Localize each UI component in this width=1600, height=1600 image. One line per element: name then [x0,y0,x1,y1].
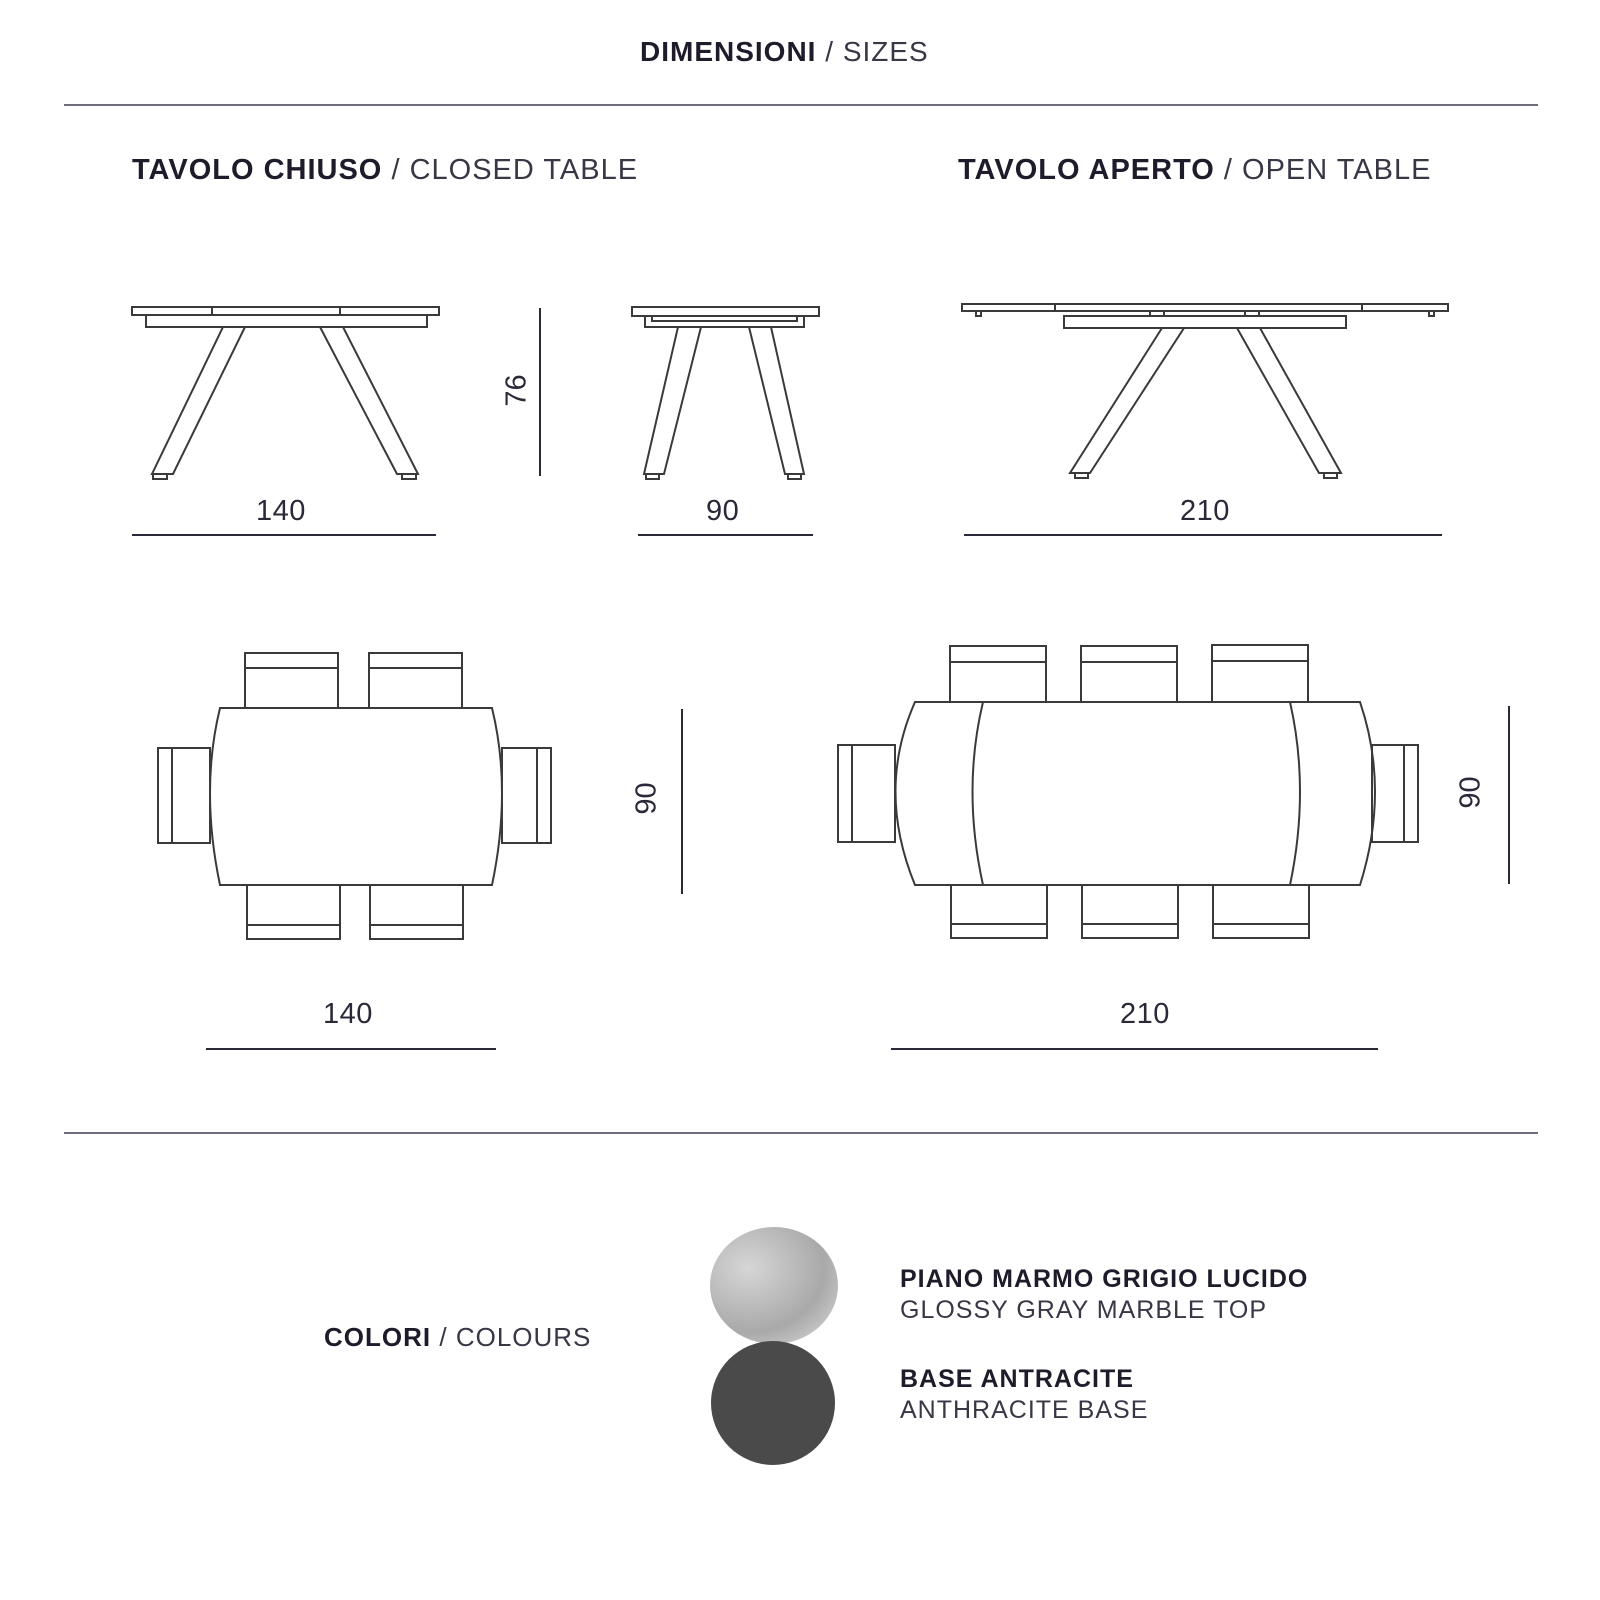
plan-open-length-line [891,1048,1378,1050]
page-title-it: DIMENSIONI [640,36,817,67]
open-plan-chair-bottom-1 [951,885,1047,938]
closed-side-leg-right [749,327,804,474]
open-front-leg-right [1237,328,1341,473]
open-table-heading-it: TAVOLO APERTO [958,154,1215,186]
closed-depth-label: 90 [706,495,740,527]
height-line [539,308,541,476]
plan-open-depth-line [1508,706,1510,884]
open-table-heading-separator: / [1223,154,1233,186]
open-table-heading-en: OPEN TABLE [1242,154,1432,186]
page-title-en: SIZES [842,36,929,67]
plan-closed-length-line [206,1048,496,1050]
colour-item-1 [900,1264,1308,1326]
height-label: 76 [500,374,533,407]
closed-front-leg-right [320,327,418,474]
open-plan-chair-top-2 [1081,646,1177,702]
colour-item-1-en: GLOSSY GRAY MARBLE TOP [900,1296,1268,1324]
colours-heading-separator: / [439,1322,448,1352]
marble-swatch [710,1227,838,1344]
closed-table-heading-separator: / [391,154,401,186]
open-table-front-view [962,304,1448,478]
closed-front-top [132,307,439,315]
page-title-separator: / [825,36,835,67]
open-plan-top [896,702,1376,885]
colour-item-2 [900,1364,1148,1426]
closed-side-leg-left [644,327,701,474]
closed-plan-chair-right [502,748,551,843]
plan-open-depth-label: 90 [1454,776,1487,809]
plan-closed-depth-label: 90 [630,782,663,815]
open-length-label: 210 [1180,495,1230,527]
open-plan-chair-bottom-3 [1213,885,1309,938]
closed-depth-line [638,534,813,536]
closed-plan-chair-bottom-2 [370,885,463,939]
open-plan-chair-right [1372,745,1418,842]
open-plan-chair-bottom-2 [1082,885,1178,938]
colour-item-2-en: ANTHRACITE BASE [900,1396,1149,1424]
open-front-top [962,304,1448,311]
closed-table-side-view [632,307,819,479]
closed-table-heading-it: TAVOLO CHIUSO [132,154,383,186]
closed-plan-chair-top-1 [245,653,338,708]
closed-plan-chair-top-2 [369,653,462,708]
closed-table-front-view [132,307,439,479]
open-plan-extension-right [1290,702,1300,885]
open-plan-chair-left [838,745,895,842]
closed-plan-top [210,708,502,885]
open-plan-chair-top-3 [1212,645,1308,702]
open-front-leg-left [1070,328,1184,473]
open-plan-chair-top-1 [950,646,1046,702]
anthracite-swatch [711,1341,835,1465]
closed-plan-chair-left [158,748,210,843]
closed-length-line [132,534,436,536]
open-plan-extension-left [973,702,984,885]
colours-heading [324,1322,591,1353]
colours-heading-en: COLOURS [455,1322,592,1352]
bottom-divider [64,1132,1538,1134]
closed-table-plan-view [158,653,551,939]
closed-side-top [632,307,819,316]
closed-length-label: 140 [256,495,306,527]
open-front-apron [1064,316,1346,328]
closed-plan-chair-bottom-1 [247,885,340,939]
open-length-line [964,534,1442,536]
plan-closed-length-label: 140 [323,998,373,1030]
open-table-plan-view [838,645,1418,938]
closed-front-leg-left [152,327,245,474]
plan-closed-depth-line [681,709,683,894]
colour-item-2-it: BASE ANTRACITE [900,1365,1134,1393]
colours-heading-it: COLORI [324,1322,432,1352]
closed-table-heading-en: CLOSED TABLE [409,154,639,186]
closed-front-apron [146,315,427,327]
plan-open-length-label: 210 [1120,998,1170,1030]
colour-item-1-it: PIANO MARMO GRIGIO LUCIDO [900,1265,1309,1293]
